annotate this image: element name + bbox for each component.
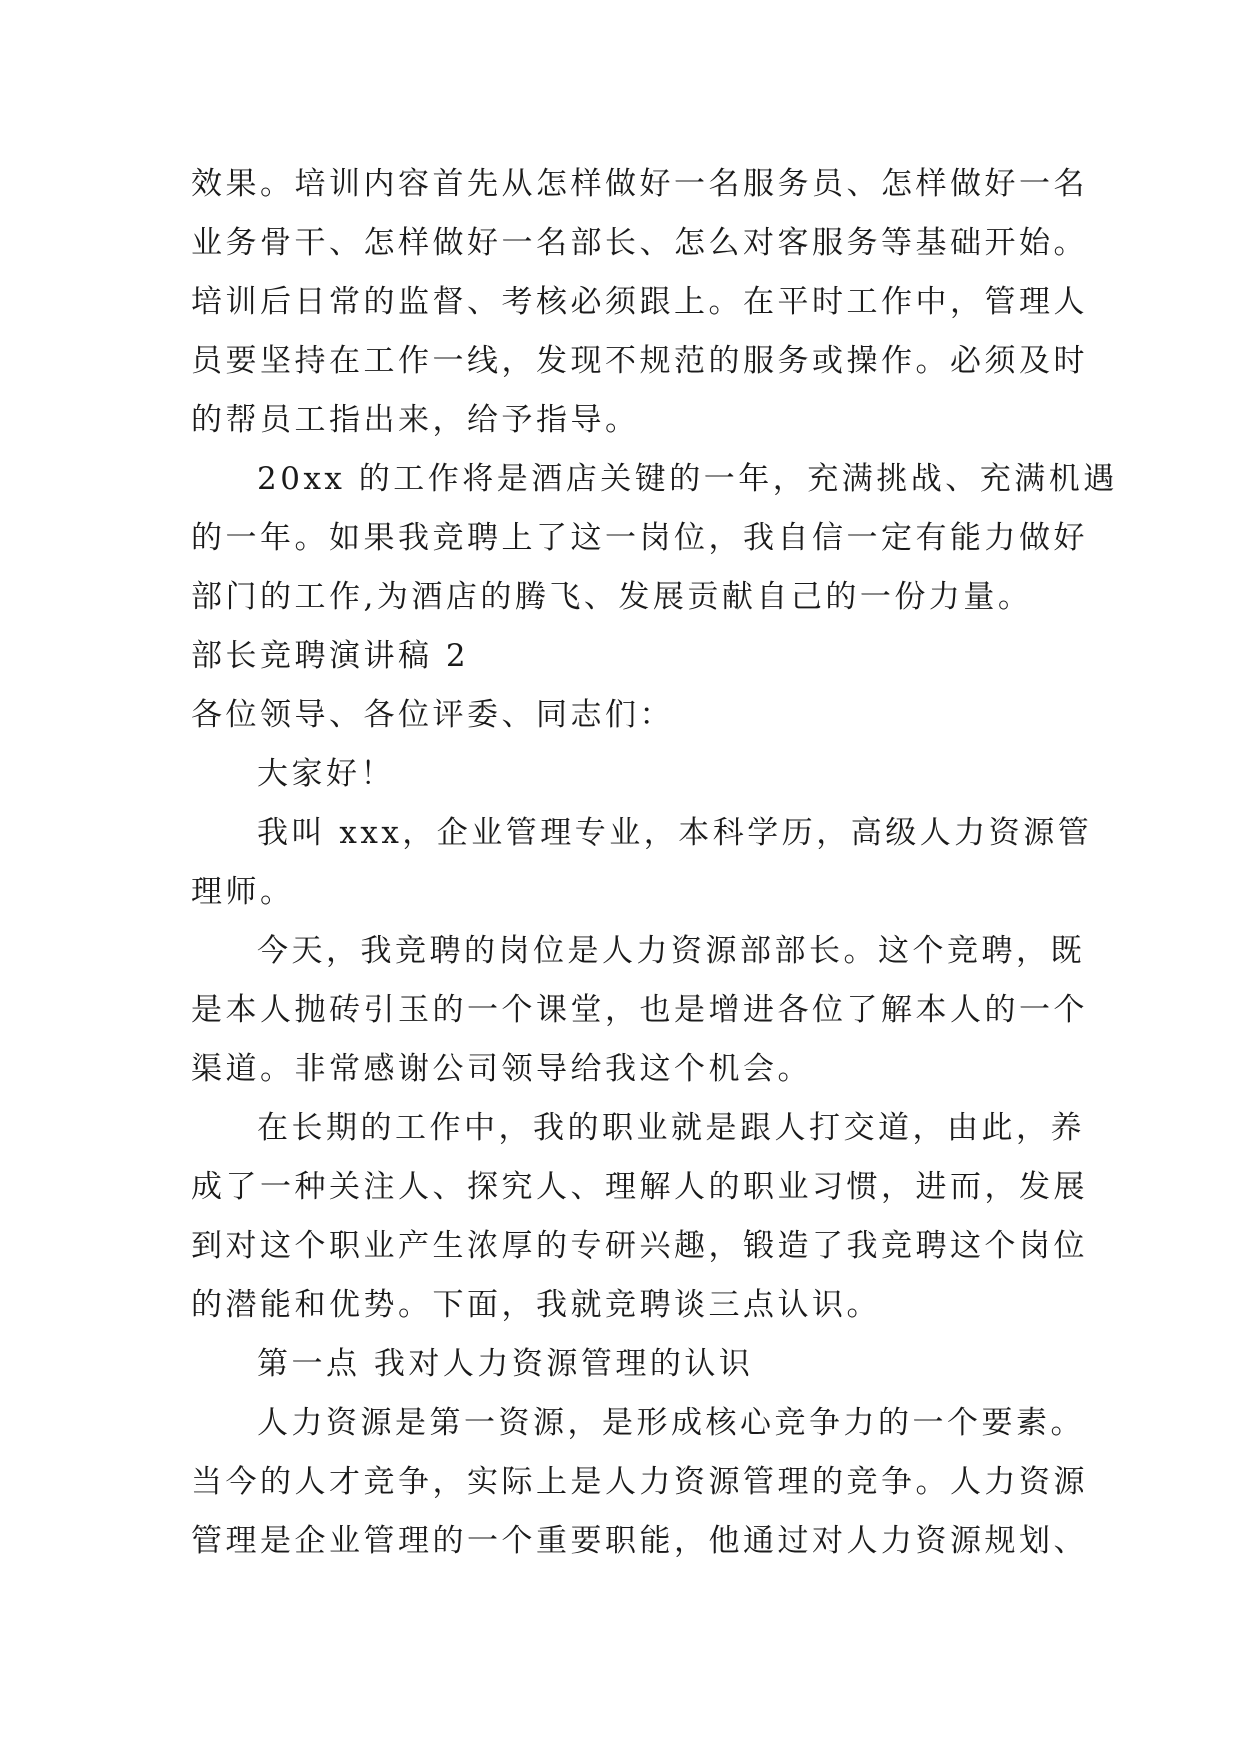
text-line-23: 当今的人才竞争，实际上是人力资源管理的竞争。人力资源: [191, 1464, 1088, 1500]
text-line-14: 今天，我竞聘的岗位是人力资源部部长。这个竞聘，既: [257, 933, 1085, 969]
text-line-19: 到对这个职业产生浓厚的专研兴趣，锻造了我竞聘这个岗位: [191, 1228, 1088, 1264]
text-line-6: 20xx 的工作将是酒店关键的一年，充满挑战、充满机遇: [257, 461, 1118, 497]
document-body: [191, 155, 1118, 1571]
text-line-1: 效果。培训内容首先从怎样做好一名服务员、怎样做好一名: [191, 166, 1088, 202]
text-line-3: 培训后日常的监督、考核必须跟上。在平时工作中，管理人: [191, 284, 1088, 320]
section-heading: 部长竞聘演讲稿 2: [191, 638, 470, 674]
text-line-22: 人力资源是第一资源，是形成核心竞争力的一个要素。: [257, 1405, 1085, 1441]
text-line-20: 的潜能和优势。下面，我就竞聘谈三点认识。: [191, 1287, 881, 1323]
text-line-15: 是本人抛砖引玉的一个课堂，也是增进各位了解本人的一个: [191, 992, 1088, 1028]
text-line-12: 我叫 xxx，企业管理专业，本科学历，高级人力资源管: [257, 815, 1093, 851]
text-line-13: 理师。: [191, 874, 295, 910]
text-line-7: 的一年。如果我竞聘上了这一岗位，我自信一定有能力做好: [191, 520, 1088, 556]
text-line-4: 员要坚持在工作一线，发现不规范的服务或操作。必须及时: [191, 343, 1088, 379]
text-line-18: 成了一种关注人、探究人、理解人的职业习惯，进而，发展: [191, 1169, 1088, 1205]
text-line-2: 业务骨干、怎样做好一名部长、怎么对客服务等基础开始。: [191, 225, 1088, 261]
text-line-24: 管理是企业管理的一个重要职能，他通过对人力资源规划、: [191, 1523, 1088, 1559]
greeting-line: 大家好！: [257, 756, 395, 792]
text-line-16: 渠道。非常感谢公司领导给我这个机会。: [191, 1051, 812, 1087]
text-line-5: 的帮员工指出来，给予指导。: [191, 402, 640, 438]
text-line-17: 在长期的工作中，我的职业就是跟人打交道，由此，养: [257, 1110, 1085, 1146]
text-line-8: 部门的工作,为酒店的腾飞、发展贡献自己的一份力量。: [191, 579, 1033, 615]
subheading-line: 第一点 我对人力资源管理的认识: [257, 1346, 754, 1382]
salutation-line: 各位领导、各位评委、同志们：: [191, 697, 674, 733]
